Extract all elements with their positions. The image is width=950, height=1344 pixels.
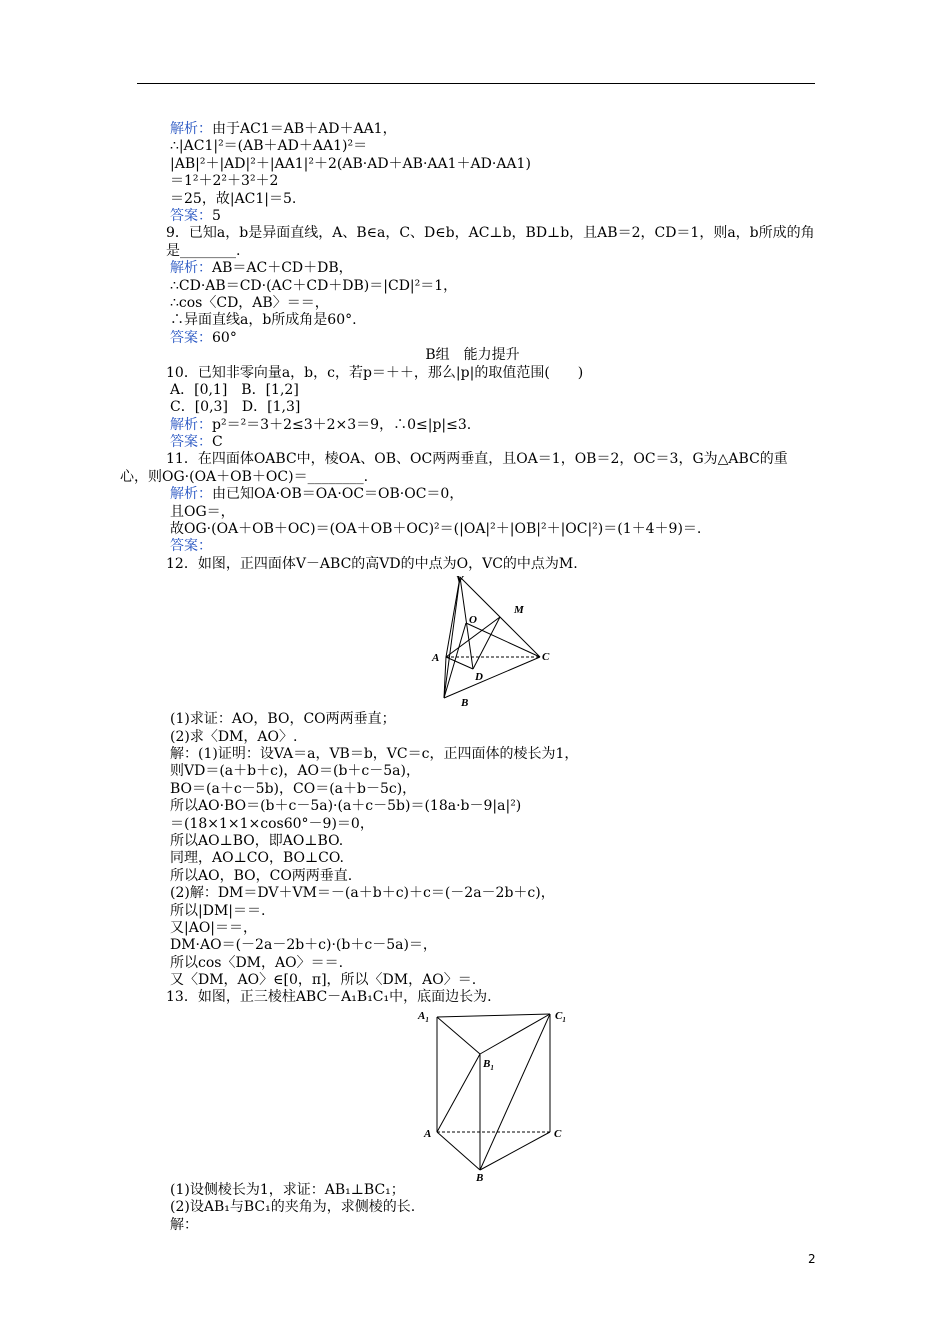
text-line: ＝(18×1×1×cos60°－9)＝0， <box>170 815 374 832</box>
analysis-label: 解析： <box>170 486 212 503</box>
label-D: D <box>475 671 483 684</box>
text-line: (1)求证：AO，BO，CO两两垂直； <box>170 711 396 728</box>
option-line: A．[0,1] B．[1,2] <box>170 381 299 398</box>
label-A1: $A_1$ <box>418 1009 429 1024</box>
label-O: O <box>469 614 477 627</box>
tetrahedron-diagram <box>170 573 815 711</box>
analysis-label: 解析： <box>170 121 212 137</box>
text-line: (1)设侧棱长为1，求证：AB₁⊥BC₁； <box>170 1181 405 1198</box>
text-line: 所以|DM|＝＝. <box>170 902 266 919</box>
text-line: 同理，AO⊥CO，BO⊥CO. <box>170 850 344 867</box>
text-line: 由于AC1＝AB＋AD＋AA1， <box>212 121 397 137</box>
label-C: C <box>542 651 550 664</box>
label-A: A <box>424 1127 432 1140</box>
tetrahedron-figure <box>170 573 815 711</box>
text-line: 所以cos〈DM，AO〉＝＝. <box>170 954 344 971</box>
label-V: V <box>456 574 464 587</box>
label-C1: $C_1$ <box>555 1009 566 1024</box>
question-10: 10．已知非零向量a，b，c，若p＝＋＋，那么|p|的取值范围( ) <box>166 364 584 381</box>
label-B1: $B_1$ <box>483 1057 494 1072</box>
answer-label: 答案： <box>170 207 212 224</box>
document-body <box>120 121 815 1234</box>
text-line: AB＝AC＋CD＋DB， <box>212 260 353 277</box>
label-A: A <box>432 652 440 665</box>
text-line: 且OG＝， <box>170 503 235 520</box>
label-C: C <box>554 1127 562 1140</box>
text-line: p²＝²＝3＋2≤3＋2×3＝9，∴0≤|p|≤3. <box>212 416 472 433</box>
text-line: 解： <box>170 1216 198 1233</box>
answer-text: 5 <box>212 207 221 224</box>
text-line: 又〈DM，AO〉∈[0，π]，所以〈DM，AO〉＝. <box>170 972 477 989</box>
answer-label: 答案： <box>170 434 212 451</box>
text-line: ∴CD·AB＝CD·(AC＋CD＋DB)＝|CD|²＝1， <box>170 277 458 294</box>
text-line: |AB|²＋|AD|²＋|AA1|²＋2(AB·AD＋AB·AA1＋AD·AA1) <box>170 155 531 172</box>
text-line: 又|AO|＝＝， <box>170 919 258 936</box>
text-line: 则VD＝(a＋b＋c)，AO＝(b＋c－5a)， <box>170 763 420 780</box>
label-B: B <box>476 1171 484 1182</box>
answer-text: C <box>212 434 223 451</box>
label-B: B <box>461 697 469 710</box>
header-rule <box>137 83 815 84</box>
text-line: ＝25，故|AC1|＝5. <box>170 190 297 207</box>
section-heading: B组 能力提升 <box>425 347 520 364</box>
text-line: 所以AO⊥BO，即AO⊥BO. <box>170 832 344 849</box>
text-line: (2)设AB₁与BC₁的夹角为，求侧棱的长. <box>170 1199 416 1216</box>
text-line: DM·AO＝(－2a－2b＋c)·(b＋c－5a)＝， <box>170 937 437 954</box>
analysis-label: 解析： <box>170 416 212 433</box>
text-line: ∴异面直线a，b所成角是60°. <box>170 312 357 329</box>
question-12: 12．如图，正四面体V－ABC的高VD的中点为O，VC的中点为M. <box>166 555 578 572</box>
prism-figure <box>170 1007 815 1182</box>
text-line: 故OG·(OA＋OB＋OC)＝(OA＋OB＋OC)²＝(|OA|²＋|OB|²＋|OC|²)＝(1＋4＋9)＝. <box>170 521 702 538</box>
analysis-label: 解析： <box>170 260 212 277</box>
text-line: 解：(1)证明：设VA＝a，VB＝b，VC＝c，正四面体的棱长为1， <box>170 746 579 762</box>
label-M: M <box>514 604 524 617</box>
text-line: BO＝(a＋c－5b)，CO＝(a＋b－5c)， <box>170 780 417 797</box>
text-line: 所以AO·BO＝(b＋c－5a)·(a＋c－5b)＝(18a·b－9|a|²) <box>170 798 522 815</box>
answer-label: 答案： <box>170 538 212 555</box>
text-line: ＝1²＋2²＋3²＋2 <box>170 173 279 190</box>
prism-diagram <box>170 1007 815 1182</box>
question-13: 13．如图，正三棱柱ABC－A₁B₁C₁中，底面边长为. <box>166 989 492 1006</box>
text-line: ∴cos〈CD，AB〉＝＝， <box>170 294 329 311</box>
question-9: 9．已知a，b是异面直线，A、B∈a，C、D∈b，AC⊥b，BD⊥b，且AB＝2，CD＝1，则a，b所成的角是________. <box>166 225 815 259</box>
text-line: ∴|AC1|²＝(AB＋AD＋AA1)²＝ <box>170 138 368 155</box>
answer-text: 60° <box>212 329 237 346</box>
text-line: 所以AO，BO，CO两两垂直. <box>170 867 353 884</box>
text-line: (2)解：DM＝DV＋VM＝－(a＋b＋c)＋c＝(－2a－2b＋c)， <box>170 885 555 902</box>
text-line: (2)求〈DM，AO〉. <box>170 728 298 745</box>
question-11: 11．在四面体OABC中，棱OA、OB、OC两两垂直，且OA＝1，OB＝2，OC＝3，G为△ABC的重心，则OG·(OA＋OB＋OC)＝________. <box>120 451 788 485</box>
page-number: 2 <box>808 1252 816 1266</box>
answer-label: 答案： <box>170 329 212 346</box>
option-line: C．[0,3] D．[1,3] <box>170 399 301 416</box>
text-line: 由已知OA·OB＝OA·OC＝OB·OC＝0， <box>212 486 464 503</box>
